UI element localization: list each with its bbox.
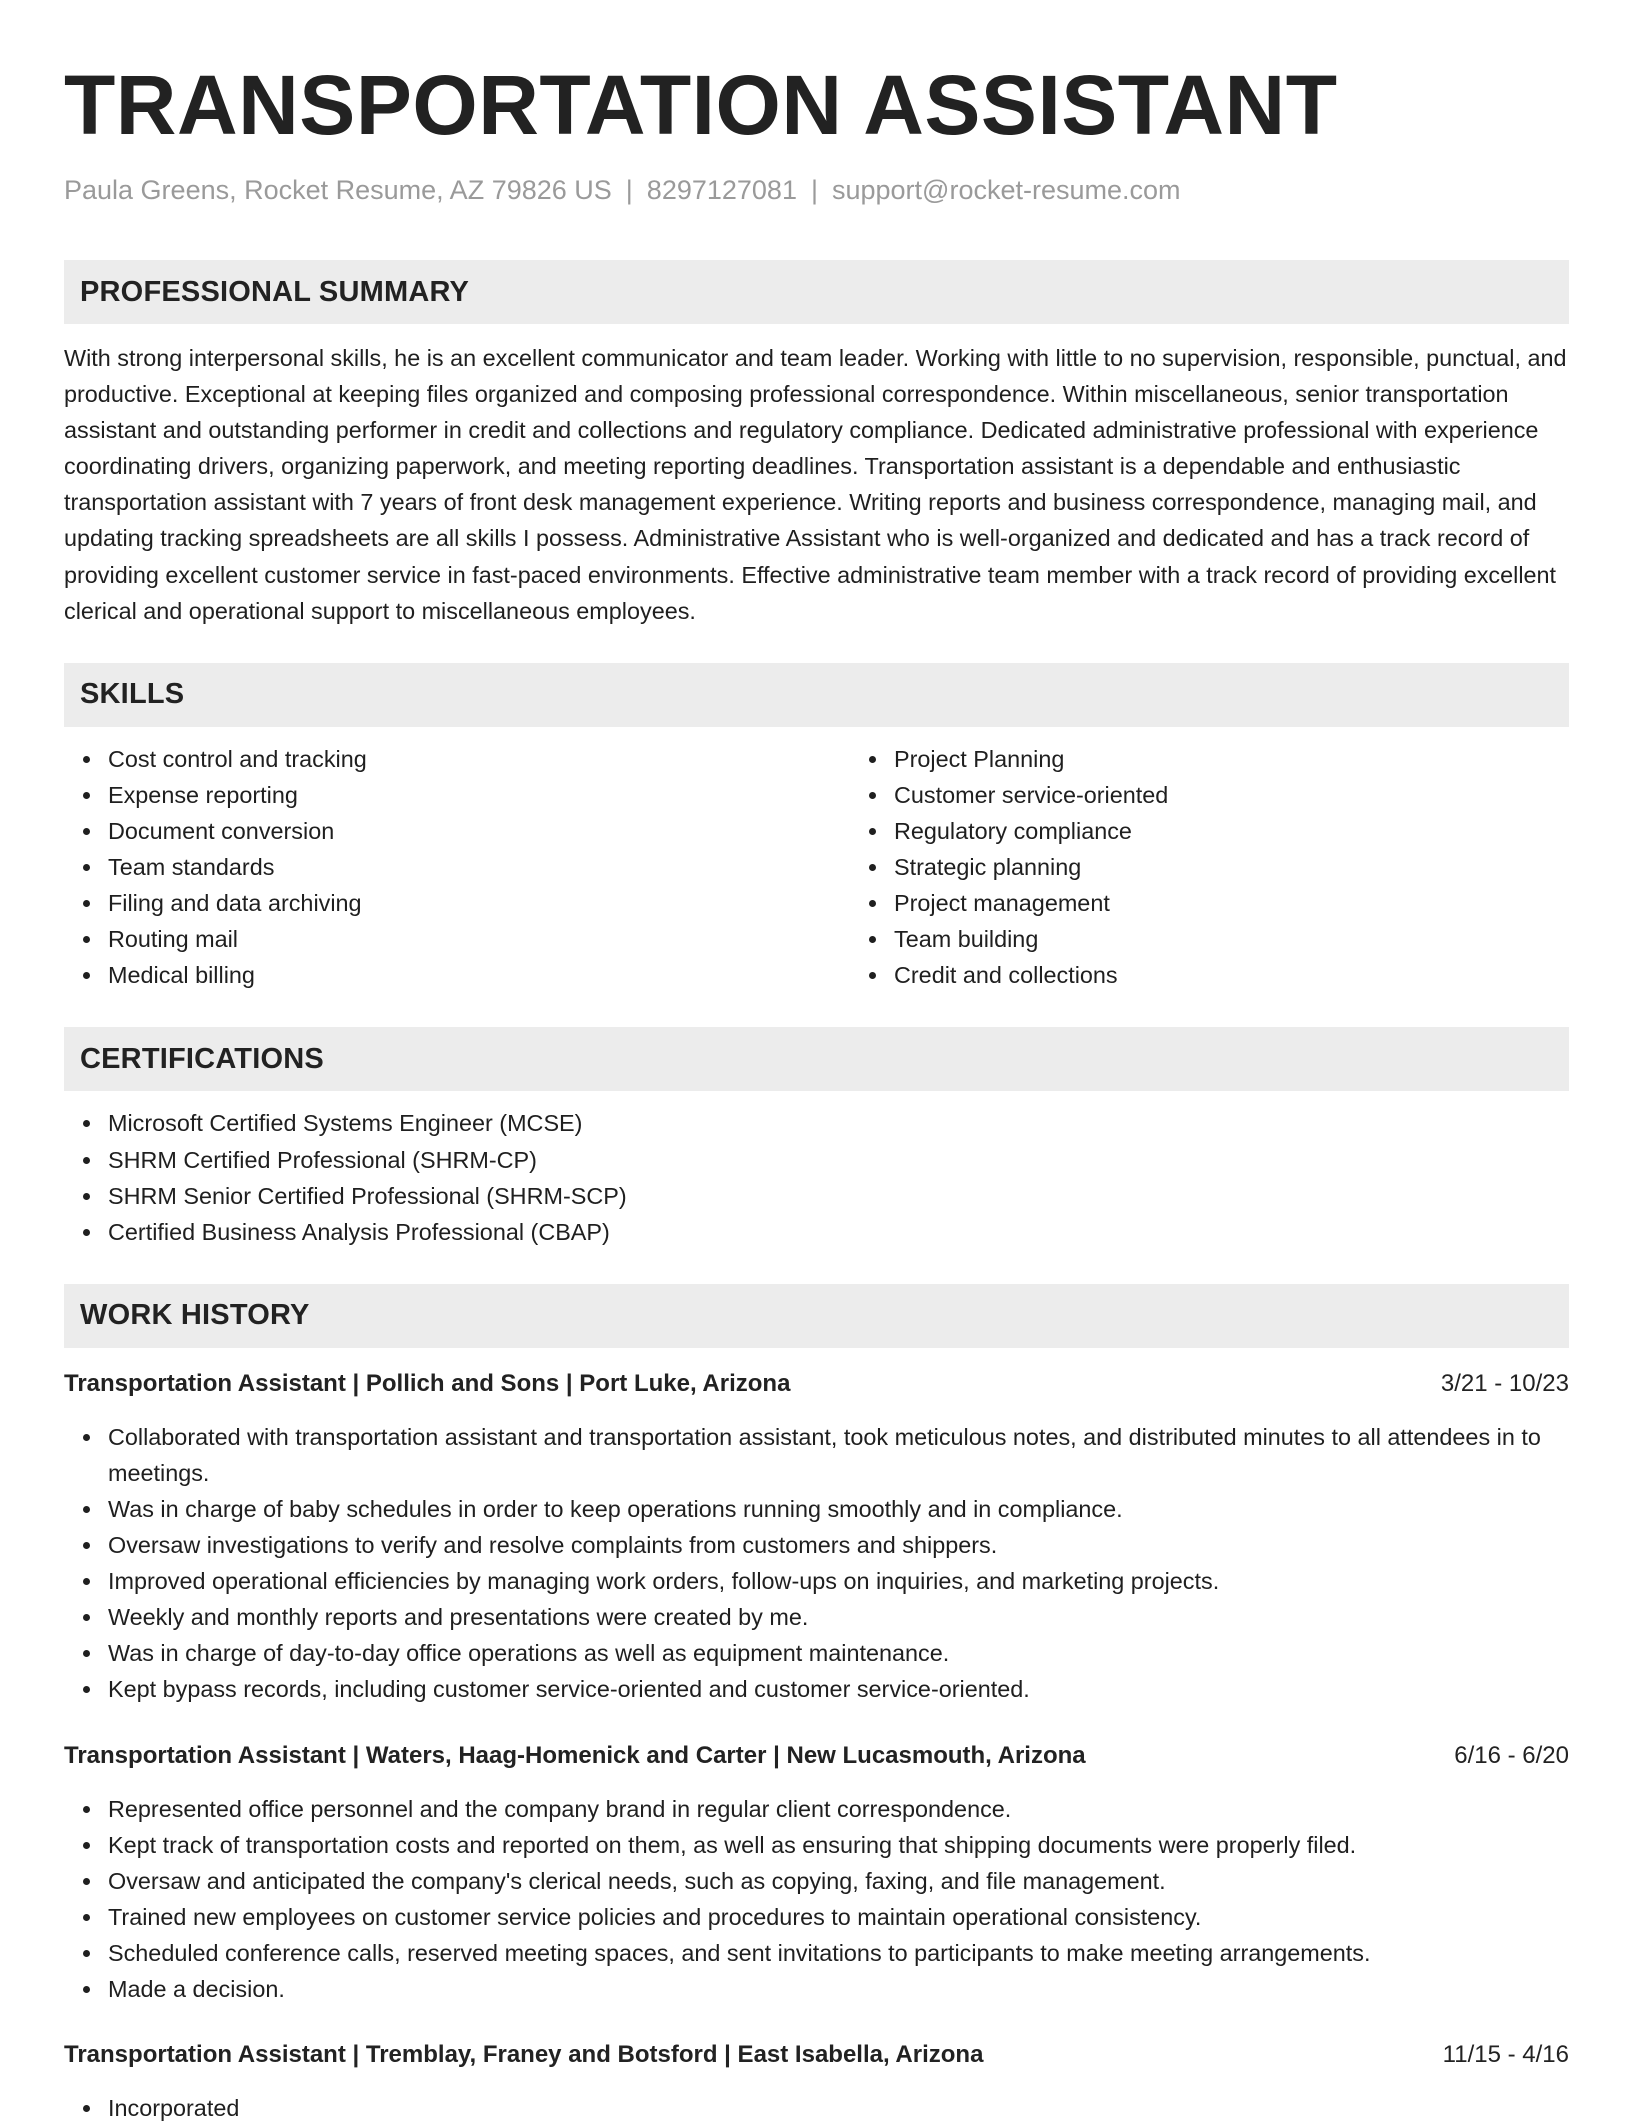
- skill-item: Credit and collections: [894, 957, 1569, 993]
- job-duty: Represented office personnel and the company brand in regular client correspondence.: [108, 1791, 1569, 1827]
- certifications-heading: CERTIFICATIONS: [80, 1042, 324, 1075]
- certification-item: SHRM Senior Certified Professional (SHRM-SCP): [108, 1178, 1569, 1214]
- skills-list-left: [64, 741, 850, 994]
- certifications-section-header: [64, 1027, 1569, 1091]
- skills-heading: SKILLS: [80, 678, 185, 711]
- contact-email: support@rocket-resume.com: [831, 175, 1181, 205]
- job-header: [64, 1366, 1569, 1402]
- job-dates: 6/16 - 6/20: [1454, 1741, 1569, 1769]
- job-title: Transportation Assistant | Waters, Haag-Homenick and Carter | New Lucasmouth, Arizona: [64, 1741, 1086, 1769]
- job-duty: Was in charge of day-to-day office operations as well as equipment maintenance.: [108, 1635, 1569, 1671]
- contact-phone: 8297127081: [646, 175, 797, 205]
- job-duties-list: [64, 1791, 1569, 2008]
- skill-item: Strategic planning: [894, 849, 1569, 885]
- skills-grid: [64, 727, 1569, 994]
- job-duty: Made a decision.: [108, 1971, 1569, 2007]
- job-title: Transportation Assistant | Pollich and Sons | Port Luke, Arizona: [64, 1369, 791, 1397]
- skills-section-header: [64, 663, 1569, 727]
- skill-item: Project management: [894, 885, 1569, 921]
- job-duty: Incorporated: [108, 2090, 1569, 2126]
- job-entry: [64, 1738, 1569, 2008]
- job-duty: Improved operational efficiencies by managing work orders, follow-ups on inquiries, and marketing projects.: [108, 1563, 1569, 1599]
- work-history-heading: WORK HISTORY: [80, 1299, 310, 1332]
- job-duty: Weekly and monthly reports and presentations were created by me.: [108, 1599, 1569, 1635]
- job-duty: Oversaw and anticipated the company's clerical needs, such as copying, faxing, and file management.: [108, 1863, 1569, 1899]
- certification-item: SHRM Certified Professional (SHRM-CP): [108, 1142, 1569, 1178]
- job-duty: Scheduled conference calls, reserved meeting spaces, and sent invitations to participants to make meeting arrangements.: [108, 1935, 1569, 1971]
- job-title: Transportation Assistant | Tremblay, Franey and Botsford | East Isabella, Arizona: [64, 2041, 984, 2069]
- job-entry: [64, 2037, 1569, 2126]
- job-duties-list: [64, 2090, 1569, 2126]
- summary-text: With strong interpersonal skills, he is an excellent communicator and team leader. Working with little to no supervision, responsible, punctual, and productive. Exceptional at keeping files organized and composing professional correspondence. Within miscellaneous, senior transportation assistant and outstanding performer in credit and collections and regulatory compliance. Dedicated administrative professional with experience coordinating drivers, organizing paperwork, and meeting reporting deadlines. Transportation assistant is a dependable and enthusiastic transportation assistant with 7 years of front desk management experience. Writing reports and business correspondence, managing mail, and updating tracking spreadsheets are all skills I possess. Administrative Assistant who is well-organized and dedicated and has a track record of providing excellent customer service in fast-paced environments. Effective administrative team member with a track record of providing excellent clerical and operational support to miscellaneous employees.: [64, 345, 1567, 624]
- summary-section-header: [64, 260, 1569, 324]
- skill-item: Document conversion: [108, 813, 850, 849]
- work-history-section-header: [64, 1284, 1569, 1348]
- contact-separator: |: [810, 175, 818, 205]
- skill-item: Team standards: [108, 849, 850, 885]
- skills-list-right: [850, 741, 1569, 994]
- job-duty: Oversaw investigations to verify and resolve complaints from customers and shippers.: [108, 1527, 1569, 1563]
- job-duty: Was in charge of baby schedules in order to keep operations running smoothly and in compliance.: [108, 1491, 1569, 1527]
- contact-line: [64, 172, 1569, 208]
- job-duty: Kept bypass records, including customer service-oriented and customer service-oriented.: [108, 1671, 1569, 1707]
- job-dates: 3/21 - 10/23: [1440, 1369, 1569, 1397]
- job-duty: Kept track of transportation costs and reported on them, as well as ensuring that shipping documents were properly filed.: [108, 1827, 1569, 1863]
- skill-item: Customer service-oriented: [894, 777, 1569, 813]
- skill-item: Regulatory compliance: [894, 813, 1569, 849]
- skill-item: Project Planning: [894, 741, 1569, 777]
- contact-address: Paula Greens, Rocket Resume, AZ 79826 US: [64, 175, 612, 205]
- contact-separator: |: [625, 175, 633, 205]
- skill-item: Cost control and tracking: [108, 741, 850, 777]
- skill-item: Team building: [894, 921, 1569, 957]
- skill-item: Filing and data archiving: [108, 885, 850, 921]
- job-header: [64, 1738, 1569, 1774]
- certification-item: Microsoft Certified Systems Engineer (MCSE): [108, 1105, 1569, 1141]
- job-duties-list: [64, 1419, 1569, 1708]
- job-header: [64, 2037, 1569, 2073]
- summary-heading: PROFESSIONAL SUMMARY: [80, 275, 470, 308]
- resume-title: TRANSPORTATION ASSISTANT: [64, 58, 1338, 152]
- job-duty: Trained new employees on customer service policies and procedures to maintain operational consistency.: [108, 1899, 1569, 1935]
- certifications-list: [64, 1105, 1569, 1249]
- certification-item: Certified Business Analysis Professional (CBAP): [108, 1214, 1569, 1250]
- job-entry: [64, 1366, 1569, 1708]
- skill-item: Routing mail: [108, 921, 850, 957]
- job-dates: 11/15 - 4/16: [1442, 2041, 1569, 2069]
- skill-item: Expense reporting: [108, 777, 850, 813]
- skill-item: Medical billing: [108, 957, 850, 993]
- job-duty: Collaborated with transportation assistant and transportation assistant, took meticulous notes, and distributed minutes to all attendees in to meetings.: [108, 1419, 1569, 1491]
